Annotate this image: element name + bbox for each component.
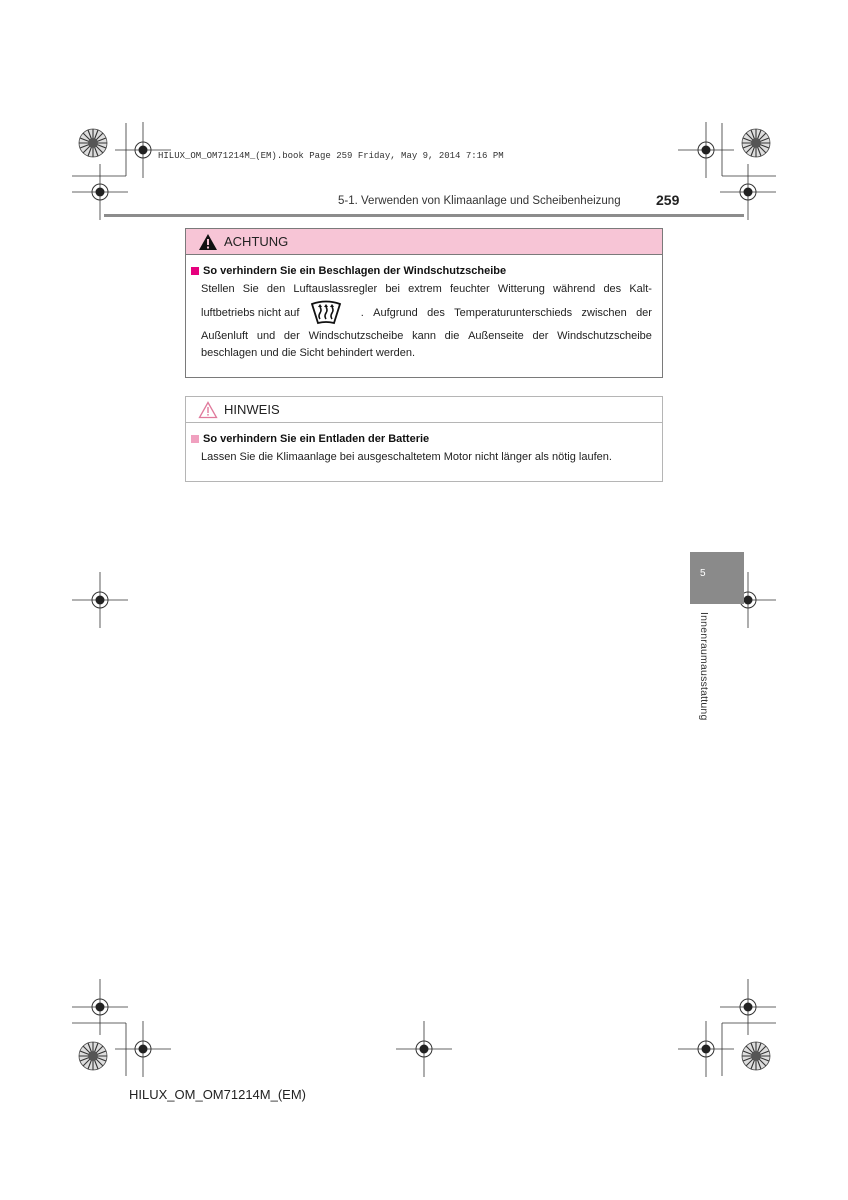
chapter-title: Innenraumausstattung	[698, 612, 710, 721]
achtung-line-4: beschlagen und die Sicht behindert werden.	[201, 347, 416, 359]
achtung-paragraph	[201, 281, 652, 362]
chapter-tab	[690, 552, 744, 604]
chapter-number: 5	[700, 568, 706, 579]
hinweis-paragraph: Lassen Sie die Klimaanlage bei ausgeschaltetem Motor nicht länger als nötig laufen.	[201, 451, 612, 463]
print-info-line: HILUX_OM_OM71214M_(EM).book Page 259 Friday, May 9, 2014 7:16 PM	[158, 151, 504, 161]
achtung-line-1: Stellen Sie den Luftauslassregler bei extrem feuchter Witterung während des Kalt-	[201, 283, 652, 295]
achtung-item-title-text: So verhindern Sie ein Beschlagen der Windschutzscheibe	[203, 265, 507, 277]
section-title: 5-1. Verwenden von Klimaanlage und Scheibenheizung	[338, 195, 621, 207]
hinweis-header	[186, 397, 662, 423]
hinweis-label: HINWEIS	[224, 402, 280, 417]
caution-triangle-icon	[198, 401, 218, 419]
page-number: 259	[656, 192, 680, 208]
achtung-line-2: luftbetriebs nicht auf . Aufgrund des Temperaturunterschieds zwischen der	[201, 298, 652, 328]
hinweis-item-title	[191, 433, 662, 445]
bullet-square-icon	[191, 435, 199, 443]
achtung-line-3: Außenluft und der Windschutzscheibe kann die Außenseite der Windschutzscheibe	[201, 330, 652, 342]
achtung-item-title	[191, 265, 662, 277]
header-rule	[104, 214, 744, 217]
hinweis-note-box	[185, 396, 663, 482]
hinweis-item-title-text: So verhindern Sie ein Entladen der Batterie	[203, 433, 430, 445]
footer-document-code: HILUX_OM_OM71214M_(EM)	[129, 1087, 306, 1102]
achtung-label: ACHTUNG	[224, 234, 289, 249]
bullet-square-icon	[191, 267, 199, 275]
windshield-defroster-icon	[309, 300, 343, 326]
achtung-warning-box	[185, 228, 663, 378]
warning-triangle-icon	[198, 233, 218, 251]
achtung-header	[186, 229, 662, 255]
